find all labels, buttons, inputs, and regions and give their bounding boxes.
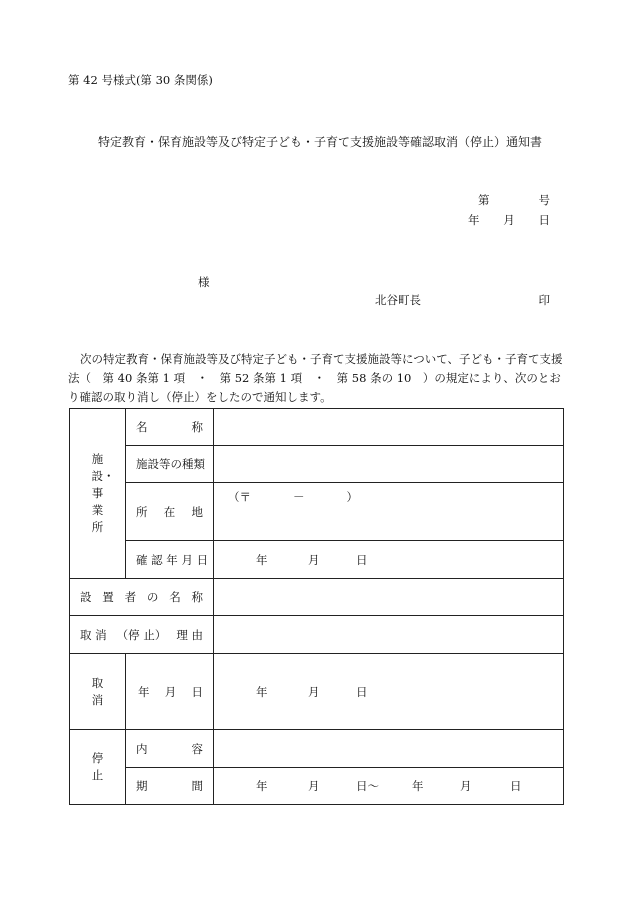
name-field[interactable]: [214, 409, 564, 446]
content-label: 内 容: [126, 730, 214, 768]
sender: [375, 292, 550, 308]
document-number: [478, 192, 550, 208]
notice-table: [69, 408, 564, 805]
type-label: 施設等の種類: [126, 446, 214, 483]
founder-field[interactable]: [214, 579, 564, 616]
period-field[interactable]: 年 月 日～ 年 月 日: [214, 768, 564, 805]
doc-date-day: 日: [538, 213, 550, 227]
type-field[interactable]: [214, 446, 564, 483]
founder-label: 設 置 者 の 名 称: [70, 579, 214, 616]
addressee-suffix: 様: [198, 275, 210, 289]
confirm-date-field[interactable]: 年 月 日: [214, 541, 564, 579]
document-title: 特定教育・保育施設等及び特定子ども・子育て支援施設等確認取消（停止）通知書: [98, 135, 543, 149]
cancel-date-field[interactable]: 年 月 日: [214, 654, 564, 730]
suspend-group-label: 停止: [70, 730, 126, 805]
cancel-group-label: 取消: [70, 654, 126, 730]
facility-group-label: 施設・事業所: [70, 409, 126, 579]
doc-no-dai: 第: [478, 193, 490, 207]
name-label: 名 称: [126, 409, 214, 446]
content-field[interactable]: [214, 730, 564, 768]
sender-name: 北谷町長: [375, 293, 421, 307]
postal-code: （〒 － ）: [228, 490, 358, 504]
confirm-date-label: 確 認 年 月 日: [126, 541, 214, 579]
doc-date-month: 月: [503, 213, 515, 227]
body-text: 次の特定教育・保育施設等及び特定子ども・子育て支援施設等について、子ども・子育て支援法（ 第 40 条第 1 項 ・ 第 52 条第 1 項 ・ 第 58 条の 10 ）の規定により、次のとおり確認の取り消し（停止）をしたので通知します。: [68, 352, 563, 404]
seal-mark: 印: [538, 293, 550, 307]
document-date: [468, 212, 550, 228]
doc-date-year: 年: [468, 213, 480, 227]
reason-field[interactable]: [214, 616, 564, 654]
reason-label: 取 消 （停 止） 理 由: [70, 616, 214, 654]
period-label: 期 間: [126, 768, 214, 805]
form-number: 第 42 号様式(第 30 条関係): [68, 73, 213, 87]
doc-no-go: 号: [538, 193, 550, 207]
location-field[interactable]: [214, 483, 564, 541]
location-label: 所 在 地: [126, 483, 214, 541]
cancel-date-label: 年 月 日: [126, 654, 214, 730]
